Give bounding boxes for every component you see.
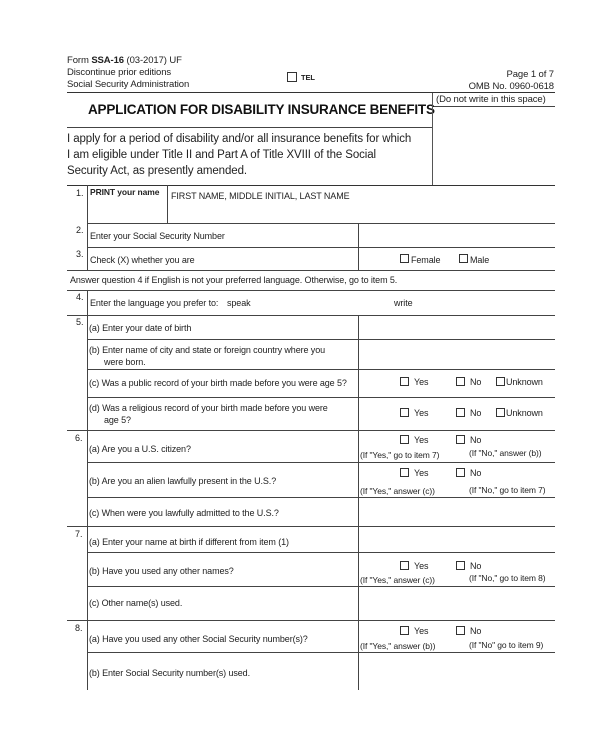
alien-yes-instruction: (If "Yes," answer (c)) [360, 486, 435, 496]
answer-column-divider [358, 315, 359, 430]
religious-record-yes-label: Yes [414, 408, 429, 418]
birth-name-input-area[interactable] [360, 527, 554, 551]
language-label: Enter the language you prefer to: [90, 298, 219, 308]
other-ssn-question: (a) Have you used any other Social Security number(s)? [89, 634, 308, 644]
other-ssn-yes-instruction: (If "Yes," answer (b)) [360, 641, 436, 651]
item-4-instruction: Answer question 4 if English is not your preferred language. Otherwise, go to item 5. [70, 275, 398, 285]
row-rule [87, 462, 555, 463]
citizen-no-instruction: (If "No," answer (b)) [469, 448, 542, 458]
dob-label: (a) Enter your date of birth [89, 323, 192, 333]
male-label: Male [470, 255, 490, 265]
religious-record-question-line2: age 5? [104, 415, 131, 425]
alien-no-label: No [470, 468, 482, 478]
form-prefix: Form [67, 55, 92, 66]
female-checkbox[interactable] [400, 254, 409, 263]
citizen-yes-checkbox[interactable] [400, 435, 409, 444]
do-not-write-divider [432, 93, 433, 185]
other-ssn-yes-label: Yes [414, 626, 429, 636]
citizen-no-label: No [470, 435, 482, 445]
name-field-hint: FIRST NAME, MIDDLE INITIAL, LAST NAME [171, 191, 350, 201]
discontinue-note: Discontinue prior editions [67, 67, 172, 78]
other-ssn-yes-checkbox[interactable] [400, 626, 409, 635]
citizen-yes-label: Yes [414, 435, 429, 445]
religious-record-no-label: No [470, 408, 482, 418]
speak-language-input[interactable] [255, 293, 385, 313]
public-record-no-checkbox[interactable] [456, 377, 465, 386]
birthplace-label-line1: (b) Enter name of city and state or foreign country where you [89, 345, 326, 355]
item-3-number: 3. [76, 249, 84, 259]
speak-label: speak [227, 298, 251, 308]
other-names-no-instruction: (If "No," go to item 8) [469, 573, 546, 583]
other-names-yes-instruction: (If "Yes," answer (c)) [360, 575, 435, 585]
other-ssn-used-label: (b) Enter Social Security number(s) used. [89, 668, 250, 678]
item-1-number: 1. [76, 188, 84, 198]
item-4-number: 4. [76, 292, 84, 302]
form-number: SSA-16 [91, 55, 124, 66]
answer-column-divider [358, 526, 359, 620]
answer-column-divider [358, 430, 359, 526]
birth-name-label: (a) Enter your name at birth if different from item (1) [89, 537, 289, 547]
answer-column-divider [358, 223, 359, 247]
citizen-question: (a) Are you a U.S. citizen? [89, 444, 191, 454]
citizen-no-checkbox[interactable] [456, 435, 465, 444]
other-ssn-no-label: No [470, 626, 482, 636]
write-language-input[interactable] [420, 293, 554, 313]
other-names-yes-label: Yes [414, 561, 429, 571]
birthplace-input-area[interactable] [360, 340, 554, 368]
row-rule [87, 247, 555, 248]
religious-record-question-line1: (d) Was a religious record of your birth made before you were [89, 403, 328, 413]
public-record-unknown-label: Unknown [506, 377, 543, 387]
item-2-number: 2. [76, 225, 84, 235]
item-5-number: 5. [76, 317, 84, 327]
agency-name: Social Security Administration [67, 79, 190, 90]
other-names-used-label: (c) Other name(s) used. [89, 598, 183, 608]
public-record-yes-checkbox[interactable] [400, 377, 409, 386]
female-label: Female [411, 255, 441, 265]
section-rule [67, 185, 555, 186]
write-label: write [394, 298, 413, 308]
name-input-area[interactable] [168, 200, 554, 222]
other-names-input-area[interactable] [360, 587, 554, 619]
tel-checkbox[interactable] [287, 72, 297, 82]
ssn-input-area[interactable] [360, 224, 554, 246]
number-column-divider [87, 185, 88, 270]
row-rule [67, 270, 555, 271]
item-7-number: 7. [75, 529, 83, 539]
row-rule [67, 290, 555, 291]
header-rule [67, 92, 555, 93]
item-6-number: 6. [75, 433, 83, 443]
admission-date-input-area[interactable] [360, 498, 554, 525]
ssn-label: Enter your Social Security Number [90, 231, 225, 241]
intro-statement: I apply for a period of disability and/or all insurance benefits for which I am eligible under Title II and Part A of Title XVIII of the Social Security Act, as presently amended. [67, 133, 412, 177]
gender-label: Check (X) whether you are [90, 255, 195, 265]
public-record-question: (c) Was a public record of your birth made before you were age 5? [89, 378, 347, 388]
dob-input-area[interactable] [360, 316, 554, 338]
row-rule [67, 430, 555, 431]
form-revision: (03-2017) UF [123, 55, 182, 66]
tel-label: TEL [301, 73, 315, 82]
male-checkbox[interactable] [459, 254, 468, 263]
religious-record-unknown-label: Unknown [506, 408, 543, 418]
other-names-no-label: No [470, 561, 482, 571]
other-names-no-checkbox[interactable] [456, 561, 465, 570]
page-number: Page 1 of 7 [506, 69, 554, 80]
do-not-write-label: (Do not write in this space) [436, 94, 546, 105]
answer-column-divider [358, 620, 359, 690]
form-id [67, 55, 182, 66]
public-record-yes-label: Yes [414, 377, 429, 387]
other-ssn-input-area[interactable] [360, 653, 554, 689]
religious-record-no-checkbox[interactable] [456, 408, 465, 417]
alien-question: (b) Are you an alien lawfully present in the U.S.? [89, 476, 277, 486]
birthplace-label-line2: were born. [104, 357, 146, 367]
omb-number: OMB No. 0960-0618 [468, 81, 554, 92]
religious-record-unknown-checkbox[interactable] [496, 408, 505, 417]
public-record-no-label: No [470, 377, 482, 387]
row-rule [87, 397, 555, 398]
print-name-label: PRINT your name [90, 187, 160, 197]
other-names-yes-checkbox[interactable] [400, 561, 409, 570]
row-rule [67, 620, 555, 621]
number-column-divider-2 [87, 290, 88, 690]
public-record-unknown-checkbox[interactable] [496, 377, 505, 386]
alien-yes-label: Yes [414, 468, 429, 478]
row-rule [87, 552, 555, 553]
do-not-write-rule [433, 106, 555, 107]
alien-no-instruction: (If "No," go to item 7) [469, 485, 546, 495]
other-ssn-no-checkbox[interactable] [456, 626, 465, 635]
title-rule [67, 127, 433, 128]
alien-no-checkbox[interactable] [456, 468, 465, 477]
item-8-number: 8. [75, 623, 83, 633]
alien-yes-checkbox[interactable] [400, 468, 409, 477]
other-names-question: (b) Have you used any other names? [89, 566, 234, 576]
answer-column-divider [358, 247, 359, 270]
row-rule [87, 369, 555, 370]
page-title: APPLICATION FOR DISABILITY INSURANCE BENEFITS [88, 102, 435, 117]
other-ssn-no-instruction: (If "No" go to item 9) [469, 640, 544, 650]
admission-date-label: (c) When were you lawfully admitted to the U.S.? [89, 508, 279, 518]
citizen-yes-instruction: (If "Yes," go to item 7) [360, 450, 440, 460]
religious-record-yes-checkbox[interactable] [400, 408, 409, 417]
